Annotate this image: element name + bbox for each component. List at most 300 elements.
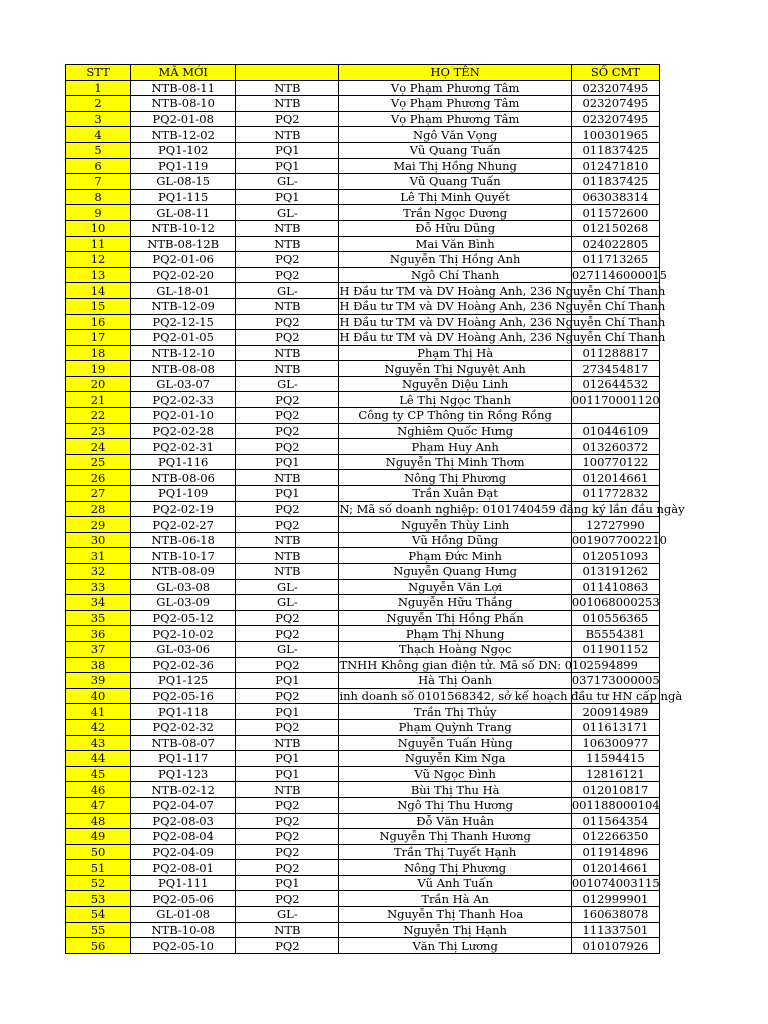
cell-so-cmt[interactable]: 023207495 bbox=[571, 111, 659, 127]
cell-stt[interactable]: 40 bbox=[66, 688, 131, 704]
cell-stt[interactable]: 10 bbox=[66, 220, 131, 236]
cell-stt[interactable]: 54 bbox=[66, 907, 131, 923]
cell-so-cmt[interactable]: 011613171 bbox=[571, 719, 659, 735]
cell-loai[interactable]: PQ2 bbox=[236, 267, 339, 283]
cell-ma-moi[interactable]: NTB-08-07 bbox=[131, 735, 236, 751]
cell-stt[interactable]: 29 bbox=[66, 517, 131, 533]
cell-loai[interactable]: PQ2 bbox=[236, 501, 339, 517]
cell-ho-ten[interactable]: H Đầu tư TM và DV Hoàng Anh, 236 Nguyễn Chí Thanh bbox=[339, 330, 666, 345]
cell-ma-moi[interactable]: GL-18-01 bbox=[131, 283, 236, 299]
cell-so-cmt[interactable]: 037173000005 bbox=[571, 673, 660, 688]
cell-stt[interactable]: 6 bbox=[66, 158, 131, 174]
cell-stt[interactable]: 56 bbox=[66, 938, 131, 954]
cell-ma-moi[interactable]: NTB-12-02 bbox=[131, 127, 236, 143]
cell-ho-ten[interactable]: Bùi Thị Thu Hà bbox=[339, 782, 571, 798]
cell-stt[interactable]: 39 bbox=[66, 673, 131, 689]
cell-ma-moi[interactable]: PQ1-119 bbox=[131, 158, 236, 174]
cell-stt[interactable]: 31 bbox=[66, 548, 131, 564]
cell-loai[interactable]: GL- bbox=[236, 174, 339, 190]
cell-stt[interactable]: 44 bbox=[66, 751, 131, 767]
cell-so-cmt[interactable]: 011572600 bbox=[571, 205, 659, 221]
cell-ho-ten[interactable]: Nông Thị Phương bbox=[339, 860, 571, 876]
cell-ma-moi[interactable]: PQ2-08-03 bbox=[131, 813, 236, 829]
cell-loai[interactable]: NTB bbox=[236, 361, 339, 377]
cell-stt[interactable]: 15 bbox=[66, 298, 131, 314]
cell-so-cmt[interactable]: 012471810 bbox=[571, 158, 659, 174]
cell-ho-ten[interactable]: Nguyễn Thị Thanh Hoa bbox=[339, 907, 571, 923]
cell-so-cmt[interactable]: 100770122 bbox=[571, 454, 659, 470]
table-row bbox=[66, 673, 660, 689]
cell-ho-ten[interactable]: Phạm Thị Hà bbox=[339, 345, 571, 361]
cell-stt[interactable]: 41 bbox=[66, 704, 131, 720]
cell-stt[interactable]: 21 bbox=[66, 392, 131, 408]
cell-ho-ten[interactable]: Lê Thị Minh Quyết bbox=[339, 189, 571, 205]
table-row bbox=[66, 454, 660, 470]
header-row bbox=[66, 65, 660, 81]
cell-ho-ten[interactable]: Vọ Phạm Phương Tâm bbox=[339, 96, 571, 112]
cell-so-cmt[interactable]: 11594415 bbox=[571, 751, 659, 767]
cell-loai[interactable]: GL- bbox=[236, 205, 339, 221]
cell-stt[interactable]: 2 bbox=[66, 96, 131, 112]
cell-ho-ten[interactable]: Phạm Thị Nhung bbox=[339, 626, 571, 642]
cell-so-cmt[interactable]: 011713265 bbox=[571, 252, 659, 268]
cell-so-cmt[interactable]: 010107926 bbox=[571, 938, 659, 954]
cell-ho-ten[interactable]: N; Mã số doanh nghiệp: 0101740459 đăng ký lần đầu ngày bbox=[339, 501, 685, 516]
cell-ma-moi[interactable]: PQ2-01-10 bbox=[131, 408, 236, 424]
cell-ho-ten[interactable]: Nguyễn Thị Nguyệt Anh bbox=[339, 361, 571, 377]
cell-so-cmt[interactable]: 023207495 bbox=[571, 96, 659, 112]
cell-ma-moi[interactable]: NTB-08-09 bbox=[131, 564, 236, 580]
cell-stt[interactable]: 18 bbox=[66, 345, 131, 361]
cell-ho-ten[interactable]: Ngô Chí Thanh bbox=[339, 267, 571, 283]
cell-ho-ten[interactable]: H Đầu tư TM và DV Hoàng Anh, 236 Nguyễn Chí Thanh bbox=[339, 314, 666, 329]
cell-ma-moi[interactable]: PQ1-111 bbox=[131, 875, 236, 891]
cell-loai[interactable]: NTB bbox=[236, 470, 339, 486]
table-row bbox=[66, 408, 660, 424]
cell-ma-moi[interactable]: GL-03-06 bbox=[131, 641, 236, 657]
cell-stt[interactable]: 19 bbox=[66, 361, 131, 377]
table-row bbox=[66, 891, 660, 907]
cell-so-cmt[interactable]: 011914896 bbox=[571, 844, 659, 860]
cell-loai[interactable]: NTB bbox=[236, 220, 339, 236]
cell-stt[interactable]: 9 bbox=[66, 205, 131, 221]
cell-ho-ten[interactable]: Thạch Hoàng Ngọc bbox=[339, 641, 571, 657]
cell-so-cmt[interactable]: 011837425 bbox=[571, 142, 659, 158]
table-row bbox=[66, 252, 660, 268]
cell-so-cmt[interactable]: 100301965 bbox=[571, 127, 659, 143]
cell-so-cmt[interactable]: 160638078 bbox=[571, 907, 659, 923]
cell-stt[interactable]: 38 bbox=[66, 657, 131, 673]
cell-so-cmt[interactable]: 023207495 bbox=[571, 80, 659, 96]
cell-stt[interactable]: 35 bbox=[66, 610, 131, 626]
cell-ho-ten[interactable]: Vũ Anh Tuấn bbox=[339, 875, 571, 891]
cell-ma-moi[interactable]: PQ1-109 bbox=[131, 486, 236, 502]
cell-ho-ten[interactable]: Lê Thị Ngọc Thanh bbox=[339, 392, 571, 408]
cell-so-cmt[interactable]: 012010817 bbox=[571, 782, 659, 798]
cell-loai[interactable]: NTB bbox=[236, 298, 339, 314]
cell-loai[interactable]: PQ2 bbox=[236, 252, 339, 268]
cell-loai[interactable]: PQ2 bbox=[236, 330, 339, 346]
cell-loai[interactable]: PQ2 bbox=[236, 938, 339, 954]
cell-so-cmt[interactable]: 013260372 bbox=[571, 439, 659, 455]
table-row bbox=[66, 595, 660, 611]
cell-ho-ten[interactable]: Vũ Hồng Dũng bbox=[339, 532, 571, 548]
cell-stt[interactable]: 23 bbox=[66, 423, 131, 439]
cell-ma-moi[interactable]: PQ2-02-27 bbox=[131, 517, 236, 533]
table-row bbox=[66, 486, 660, 502]
cell-ho-ten[interactable]: Mai Thị Hồng Nhung bbox=[339, 158, 571, 174]
cell-loai[interactable]: PQ2 bbox=[236, 610, 339, 626]
cell-loai[interactable]: PQ2 bbox=[236, 314, 339, 330]
cell-so-cmt[interactable]: 001188000104 bbox=[571, 798, 660, 813]
cell-stt[interactable]: 33 bbox=[66, 579, 131, 595]
cell-stt[interactable]: 25 bbox=[66, 454, 131, 470]
cell-loai[interactable]: PQ2 bbox=[236, 657, 339, 673]
cell-stt[interactable]: 55 bbox=[66, 922, 131, 938]
cell-ma-moi[interactable]: NTB-08-10 bbox=[131, 96, 236, 112]
cell-so-cmt[interactable]: 001170001120 bbox=[571, 392, 660, 407]
cell-stt[interactable]: 51 bbox=[66, 860, 131, 876]
cell-ma-moi[interactable]: PQ2-02-20 bbox=[131, 267, 236, 283]
cell-stt[interactable]: 30 bbox=[66, 532, 131, 548]
cell-ho-ten[interactable]: Phạm Quỳnh Trang bbox=[339, 719, 571, 735]
cell-stt[interactable]: 53 bbox=[66, 891, 131, 907]
cell-ma-moi[interactable]: NTB-08-11 bbox=[131, 80, 236, 96]
cell-ho-ten[interactable]: Nguyễn Hữu Thắng bbox=[339, 595, 571, 611]
cell-ma-moi[interactable]: PQ2-08-04 bbox=[131, 829, 236, 845]
cell-ma-moi[interactable]: PQ2-02-32 bbox=[131, 719, 236, 735]
spreadsheet-table bbox=[65, 64, 685, 954]
cell-stt[interactable]: 46 bbox=[66, 782, 131, 798]
cell-loai[interactable]: NTB bbox=[236, 922, 339, 938]
cell-loai[interactable]: PQ1 bbox=[236, 142, 339, 158]
table-row bbox=[66, 610, 660, 626]
cell-loai[interactable]: GL- bbox=[236, 641, 339, 657]
cell-so-cmt[interactable]: B5554381 bbox=[571, 626, 659, 642]
cell-stt[interactable]: 3 bbox=[66, 111, 131, 127]
cell-stt[interactable]: 42 bbox=[66, 719, 131, 735]
cell-ho-ten[interactable]: Đỗ Hữu Dũng bbox=[339, 220, 571, 236]
cell-ho-ten[interactable]: Nông Thị Phương bbox=[339, 470, 571, 486]
cell-ho-ten[interactable]: Nguyễn Thị Thanh Hương bbox=[339, 829, 571, 845]
table-row bbox=[66, 704, 660, 720]
cell-stt[interactable]: 47 bbox=[66, 797, 131, 813]
table-row bbox=[66, 80, 660, 96]
cell-ho-ten[interactable]: Trần Xuân Đạt bbox=[339, 486, 571, 502]
cell-ma-moi[interactable]: PQ1-115 bbox=[131, 189, 236, 205]
cell-ma-moi[interactable]: PQ2-02-19 bbox=[131, 501, 236, 517]
cell-stt[interactable]: 48 bbox=[66, 813, 131, 829]
cell-loai[interactable]: NTB bbox=[236, 236, 339, 252]
cell-stt[interactable]: 20 bbox=[66, 376, 131, 392]
cell-so-cmt[interactable]: 273454817 bbox=[571, 361, 659, 377]
table-row bbox=[66, 392, 660, 408]
cell-ho-ten[interactable]: Vũ Quang Tuấn bbox=[339, 174, 571, 190]
cell-ho-ten[interactable]: Nguyễn Thị Hạnh bbox=[339, 922, 571, 938]
cell-ho-ten[interactable]: Công ty CP Thông tin Rồng Rồng bbox=[339, 408, 571, 424]
cell-stt[interactable]: 32 bbox=[66, 564, 131, 580]
cell-loai[interactable]: PQ1 bbox=[236, 486, 339, 502]
cell-ma-moi[interactable]: NTB-10-12 bbox=[131, 220, 236, 236]
cell-loai[interactable]: GL- bbox=[236, 376, 339, 392]
cell-stt[interactable]: 1 bbox=[66, 80, 131, 96]
cell-so-cmt[interactable]: 012051093 bbox=[571, 548, 659, 564]
cell-stt[interactable]: 45 bbox=[66, 766, 131, 782]
cell-ma-moi[interactable]: GL-08-15 bbox=[131, 174, 236, 190]
table-row bbox=[66, 376, 660, 392]
cell-so-cmt[interactable]: 012014661 bbox=[571, 860, 659, 876]
cell-loai[interactable]: PQ1 bbox=[236, 158, 339, 174]
cell-loai[interactable]: PQ2 bbox=[236, 423, 339, 439]
cell-so-cmt[interactable]: 011901152 bbox=[571, 641, 659, 657]
cell-ma-moi[interactable]: PQ2-05-12 bbox=[131, 610, 236, 626]
cell-ma-moi[interactable]: GL-08-11 bbox=[131, 205, 236, 221]
cell-ma-moi[interactable]: PQ1-117 bbox=[131, 751, 236, 767]
cell-ho-ten[interactable]: Vũ Ngọc Đình bbox=[339, 766, 571, 782]
cell-so-cmt[interactable]: 0271146000015 bbox=[571, 268, 667, 283]
cell-so-cmt[interactable]: 012266350 bbox=[571, 829, 659, 845]
cell-loai[interactable]: NTB bbox=[236, 532, 339, 548]
table-row bbox=[66, 439, 660, 455]
table-row bbox=[66, 641, 660, 657]
cell-so-cmt[interactable]: 024022805 bbox=[571, 236, 659, 252]
cell-loai[interactable]: NTB bbox=[236, 735, 339, 751]
cell-stt[interactable]: 27 bbox=[66, 486, 131, 502]
cell-ho-ten[interactable]: TNHH Không gian điện tử. Mã số DN: 0102594899 bbox=[339, 657, 638, 672]
cell-ma-moi[interactable]: GL-03-07 bbox=[131, 376, 236, 392]
cell-loai[interactable]: GL- bbox=[236, 595, 339, 611]
cell-stt[interactable]: 14 bbox=[66, 283, 131, 299]
table-row bbox=[66, 907, 660, 923]
cell-ho-ten[interactable]: Nguyễn Diệu Linh bbox=[339, 376, 571, 392]
table-row bbox=[66, 938, 660, 954]
cell-ho-ten[interactable]: Nguyễn Thùy Linh bbox=[339, 517, 571, 533]
header-stt[interactable]: STT bbox=[66, 65, 131, 81]
cell-so-cmt[interactable]: 12727990 bbox=[571, 517, 659, 533]
cell-so-cmt[interactable]: 12816121 bbox=[571, 766, 659, 782]
cell-ho-ten[interactable]: Trần Thị Tuyết Hạnh bbox=[339, 844, 571, 860]
cell-ho-ten[interactable]: Nguyễn Tuấn Hùng bbox=[339, 735, 571, 751]
cell-stt[interactable]: 5 bbox=[66, 142, 131, 158]
cell-so-cmt[interactable]: 001068000253 bbox=[571, 595, 660, 610]
cell-stt[interactable]: 26 bbox=[66, 470, 131, 486]
cell-ma-moi[interactable]: PQ2-04-07 bbox=[131, 797, 236, 813]
cell-stt[interactable]: 7 bbox=[66, 174, 131, 190]
cell-loai[interactable]: PQ2 bbox=[236, 626, 339, 642]
cell-ho-ten[interactable]: Nghiêm Quốc Hưng bbox=[339, 423, 571, 439]
cell-ma-moi[interactable]: PQ2-04-09 bbox=[131, 844, 236, 860]
cell-so-cmt[interactable]: 011288817 bbox=[571, 345, 659, 361]
table-row bbox=[66, 314, 660, 330]
cell-stt[interactable]: 36 bbox=[66, 626, 131, 642]
cell-loai[interactable]: PQ1 bbox=[236, 454, 339, 470]
cell-so-cmt[interactable]: 063038314 bbox=[571, 189, 659, 205]
cell-loai[interactable]: GL- bbox=[236, 907, 339, 923]
cell-loai[interactable]: PQ1 bbox=[236, 673, 339, 689]
header-so-cmt[interactable]: SỐ CMT bbox=[571, 65, 659, 81]
cell-ho-ten[interactable]: Nguyễn Thị Minh Thơm bbox=[339, 454, 571, 470]
table-row bbox=[66, 174, 660, 190]
cell-stt[interactable]: 22 bbox=[66, 408, 131, 424]
cell-ho-ten[interactable]: Nguyễn Thị Hồng Phấn bbox=[339, 610, 571, 626]
cell-ma-moi[interactable]: NTB-06-18 bbox=[131, 532, 236, 548]
cell-ho-ten[interactable]: Nguyễn Kim Nga bbox=[339, 751, 571, 767]
cell-stt[interactable]: 12 bbox=[66, 252, 131, 268]
cell-ho-ten[interactable]: Vọ Phạm Phương Tâm bbox=[339, 111, 571, 127]
cell-ma-moi[interactable]: PQ2-01-05 bbox=[131, 330, 236, 346]
cell-so-cmt[interactable]: 010446109 bbox=[571, 423, 659, 439]
cell-so-cmt[interactable]: 011410863 bbox=[571, 579, 659, 595]
cell-stt[interactable]: 49 bbox=[66, 829, 131, 845]
cell-stt[interactable]: 50 bbox=[66, 844, 131, 860]
cell-ho-ten[interactable]: Ngô Thị Thu Hương bbox=[339, 797, 571, 813]
cell-ma-moi[interactable]: NTB-08-12B bbox=[131, 236, 236, 252]
cell-stt[interactable]: 52 bbox=[66, 875, 131, 891]
cell-ho-ten[interactable]: Nguyễn Thị Hồng Anh bbox=[339, 252, 571, 268]
cell-so-cmt[interactable]: 106300977 bbox=[571, 735, 659, 751]
cell-loai[interactable]: PQ1 bbox=[236, 766, 339, 782]
cell-ho-ten[interactable]: Trần Thị Thủy bbox=[339, 704, 571, 720]
cell-ma-moi[interactable]: PQ1-125 bbox=[131, 673, 236, 689]
cell-so-cmt[interactable] bbox=[571, 408, 659, 424]
cell-loai[interactable]: PQ2 bbox=[236, 829, 339, 845]
cell-ho-ten[interactable]: Phạm Đức Minh bbox=[339, 548, 571, 564]
table-row bbox=[66, 829, 660, 845]
cell-loai[interactable]: PQ2 bbox=[236, 688, 339, 704]
cell-ma-moi[interactable]: PQ1-118 bbox=[131, 704, 236, 720]
cell-ho-ten[interactable]: Đỗ Văn Huân bbox=[339, 813, 571, 829]
header-loai[interactable] bbox=[236, 65, 339, 81]
cell-loai[interactable]: PQ2 bbox=[236, 844, 339, 860]
cell-so-cmt[interactable]: 012999901 bbox=[571, 891, 659, 907]
cell-loai[interactable]: PQ2 bbox=[236, 517, 339, 533]
cell-loai[interactable]: PQ2 bbox=[236, 392, 339, 408]
cell-ma-moi[interactable]: PQ2-05-06 bbox=[131, 891, 236, 907]
cell-ma-moi[interactable]: PQ1-102 bbox=[131, 142, 236, 158]
cell-ma-moi[interactable]: PQ2-08-01 bbox=[131, 860, 236, 876]
cell-ho-ten[interactable]: Trần Hà An bbox=[339, 891, 571, 907]
cell-ma-moi[interactable]: GL-03-09 bbox=[131, 595, 236, 611]
cell-stt[interactable]: 13 bbox=[66, 267, 131, 283]
cell-ho-ten[interactable]: Nguyễn Văn Lợi bbox=[339, 579, 571, 595]
cell-so-cmt[interactable]: 010556365 bbox=[571, 610, 659, 626]
cell-so-cmt[interactable]: 011772832 bbox=[571, 486, 659, 502]
cell-loai[interactable]: NTB bbox=[236, 80, 339, 96]
cell-ho-ten[interactable]: Phạm Huy Anh bbox=[339, 439, 571, 455]
cell-loai[interactable]: NTB bbox=[236, 548, 339, 564]
cell-loai[interactable]: GL- bbox=[236, 283, 339, 299]
cell-ma-moi[interactable]: NTB-12-10 bbox=[131, 345, 236, 361]
cell-stt[interactable]: 28 bbox=[66, 501, 131, 517]
cell-ma-moi[interactable]: GL-03-08 bbox=[131, 579, 236, 595]
cell-ho-ten[interactable]: Nguyễn Quang Hưng bbox=[339, 564, 571, 580]
cell-loai[interactable]: PQ1 bbox=[236, 751, 339, 767]
cell-stt[interactable]: 4 bbox=[66, 127, 131, 143]
cell-ma-moi[interactable]: PQ2-02-28 bbox=[131, 423, 236, 439]
cell-so-cmt[interactable]: 111337501 bbox=[571, 922, 659, 938]
cell-ma-moi[interactable]: PQ1-116 bbox=[131, 454, 236, 470]
cell-ho-ten[interactable]: Mai Văn Bình bbox=[339, 236, 571, 252]
cell-ma-moi[interactable]: PQ2-02-31 bbox=[131, 439, 236, 455]
cell-so-cmt[interactable]: 011564354 bbox=[571, 813, 659, 829]
cell-loai[interactable]: PQ2 bbox=[236, 891, 339, 907]
cell-so-cmt[interactable]: 012014661 bbox=[571, 470, 659, 486]
cell-so-cmt[interactable]: 001074003115 bbox=[571, 876, 660, 891]
cell-so-cmt[interactable]: 012644532 bbox=[571, 376, 659, 392]
cell-ho-ten[interactable]: Vũ Quang Tuấn bbox=[339, 142, 571, 158]
cell-ho-ten[interactable]: Ngô Văn Vọng bbox=[339, 127, 571, 143]
cell-ho-ten[interactable]: Trần Ngọc Dương bbox=[339, 205, 571, 221]
cell-loai[interactable]: PQ1 bbox=[236, 189, 339, 205]
cell-so-cmt[interactable]: 0019077002210 bbox=[571, 533, 667, 548]
cell-so-cmt[interactable]: 013191262 bbox=[571, 564, 659, 580]
cell-stt[interactable]: 11 bbox=[66, 236, 131, 252]
cell-loai[interactable]: NTB bbox=[236, 782, 339, 798]
cell-stt[interactable]: 8 bbox=[66, 189, 131, 205]
table-row bbox=[66, 766, 660, 782]
cell-ma-moi[interactable]: PQ2-02-33 bbox=[131, 392, 236, 408]
cell-ma-moi[interactable]: PQ2-01-06 bbox=[131, 252, 236, 268]
cell-stt[interactable]: 24 bbox=[66, 439, 131, 455]
cell-ho-ten[interactable]: H Đầu tư TM và DV Hoàng Anh, 236 Nguyễn Chí Thanh bbox=[339, 299, 666, 314]
cell-stt[interactable]: 16 bbox=[66, 314, 131, 330]
cell-ma-moi[interactable]: NTB-12-09 bbox=[131, 298, 236, 314]
cell-ma-moi[interactable]: NTB-08-08 bbox=[131, 361, 236, 377]
cell-ma-moi[interactable]: PQ2-02-36 bbox=[131, 657, 236, 673]
cell-ma-moi[interactable]: PQ2-01-08 bbox=[131, 111, 236, 127]
cell-loai[interactable]: NTB bbox=[236, 564, 339, 580]
cell-loai[interactable]: PQ2 bbox=[236, 408, 339, 424]
cell-loai[interactable]: PQ2 bbox=[236, 797, 339, 813]
cell-ho-ten[interactable]: inh doanh số 0101568342, sở kế hoạch đầu tư HN cấp ngà bbox=[339, 689, 683, 704]
cell-loai[interactable]: PQ1 bbox=[236, 875, 339, 891]
cell-loai[interactable]: PQ2 bbox=[236, 813, 339, 829]
cell-loai[interactable]: NTB bbox=[236, 345, 339, 361]
cell-loai[interactable]: PQ2 bbox=[236, 719, 339, 735]
cell-loai[interactable]: NTB bbox=[236, 127, 339, 143]
cell-ma-moi[interactable]: NTB-10-08 bbox=[131, 922, 236, 938]
cell-loai[interactable]: NTB bbox=[236, 96, 339, 112]
cell-ma-moi[interactable]: GL-01-08 bbox=[131, 907, 236, 923]
cell-so-cmt[interactable]: 200914989 bbox=[571, 704, 659, 720]
cell-ma-moi[interactable]: NTB-08-06 bbox=[131, 470, 236, 486]
cell-loai[interactable]: GL- bbox=[236, 579, 339, 595]
header-ho-ten[interactable]: HỌ TÊN bbox=[339, 65, 571, 81]
cell-ma-moi[interactable]: PQ1-123 bbox=[131, 766, 236, 782]
cell-loai[interactable]: PQ2 bbox=[236, 860, 339, 876]
cell-loai[interactable]: PQ1 bbox=[236, 704, 339, 720]
cell-loai[interactable]: PQ2 bbox=[236, 111, 339, 127]
cell-ma-moi[interactable]: PQ2-05-16 bbox=[131, 688, 236, 704]
cell-stt[interactable]: 34 bbox=[66, 595, 131, 611]
cell-stt[interactable]: 43 bbox=[66, 735, 131, 751]
cell-stt[interactable]: 37 bbox=[66, 641, 131, 657]
header-ma-moi[interactable]: MÃ MỚI bbox=[131, 65, 236, 81]
cell-ma-moi[interactable]: PQ2-05-10 bbox=[131, 938, 236, 954]
cell-ma-moi[interactable]: PQ2-10-02 bbox=[131, 626, 236, 642]
cell-ho-ten[interactable]: Vọ Phạm Phương Tâm bbox=[339, 80, 571, 96]
cell-so-cmt[interactable]: 011837425 bbox=[571, 174, 659, 190]
cell-stt[interactable]: 17 bbox=[66, 330, 131, 346]
cell-ma-moi[interactable]: NTB-10-17 bbox=[131, 548, 236, 564]
cell-so-cmt[interactable]: 012150268 bbox=[571, 220, 659, 236]
cell-loai[interactable]: PQ2 bbox=[236, 439, 339, 455]
cell-ma-moi[interactable]: NTB-02-12 bbox=[131, 782, 236, 798]
cell-ho-ten[interactable]: Văn Thị Lương bbox=[339, 938, 571, 954]
cell-ho-ten[interactable]: Hà Thị Oanh bbox=[339, 673, 571, 689]
cell-ho-ten[interactable]: H Đầu tư TM và DV Hoàng Anh, 236 Nguyễn Chí Thanh bbox=[339, 283, 666, 298]
cell-ma-moi[interactable]: PQ2-12-15 bbox=[131, 314, 236, 330]
